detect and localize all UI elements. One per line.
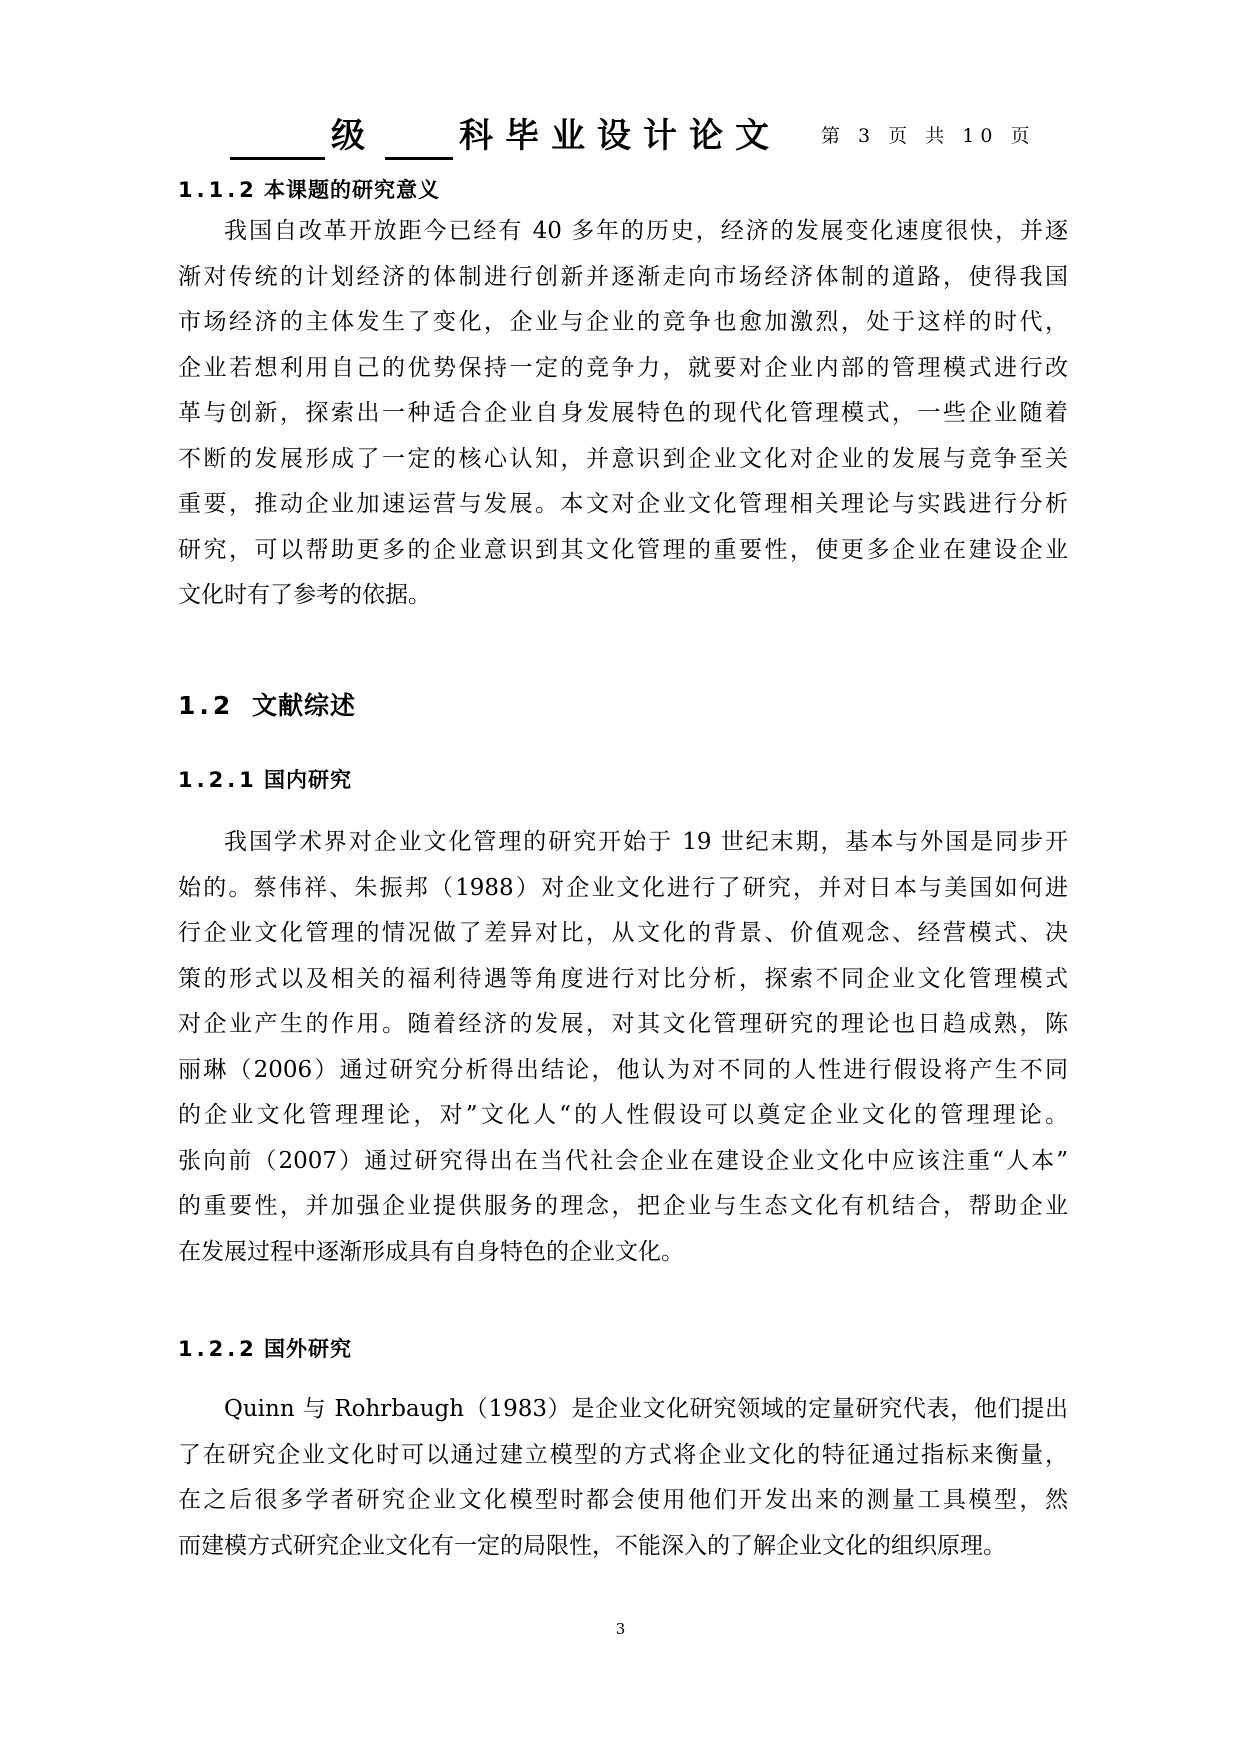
- text-line: 了在研究企业文化时可以通过建立模型的方式将企业文化的特征通过指标来衡量，: [178, 1441, 1068, 1468]
- text-line: 的重要性，并加强企业提供服务的理念，把企业与生态文化有机结合，帮助企业: [178, 1193, 1068, 1219]
- text-line: 张向前（2007）通过研究得出在当代社会企业在建设企业文化中应该注重“人本”: [178, 1147, 1068, 1174]
- text-line: 企业若想利用自己的优势保持一定的竞争力，就要对企业内部的管理模式进行改: [178, 354, 1068, 381]
- section-number: 1.2: [178, 691, 235, 720]
- section-heading-1-2-1: [178, 764, 352, 794]
- text-line: 革与创新，探索出一种适合企业自身发展特色的现代化管理模式，一些企业随着: [178, 400, 1068, 426]
- text-line: 而建模方式研究企业文化有一定的局限性，不能深入的了解企业文化的组织原理。: [178, 1532, 1006, 1559]
- thesis-title: 科毕业设计论文: [459, 116, 781, 156]
- paragraph-domestic-research: [178, 820, 1068, 1275]
- section-heading-1-2-2: [178, 1333, 352, 1363]
- text-line: 行企业文化管理的情况做了差异对比，从文化的背景、价值观念、经营模式、决: [178, 920, 1068, 946]
- text-line: 渐对传统的计划经济的体制进行创新并逐渐走向市场经济体制的道路，使得我国: [178, 263, 1068, 290]
- section-number: 1.1.2: [178, 178, 258, 202]
- text-line: 重要，推动企业加速运营与发展。本文对企业文化管理相关理论与实践进行分析: [178, 491, 1068, 517]
- page-header: [230, 100, 1035, 160]
- grade-label: 级: [331, 116, 377, 156]
- text-line: 研究，可以帮助更多的企业意识到其文化管理的重要性，使更多企业在建设企业: [178, 536, 1068, 563]
- text-line: 不断的发展形成了一定的核心认知，并意识到企业文化对企业的发展与竞争至关: [178, 445, 1068, 472]
- text-line: 在发展过程中逐渐形成具有自身特色的企业文化。: [178, 1238, 684, 1265]
- text-line: 始的。蔡伟祥、朱振邦（1988）对企业文化进行了研究，并对日本与美国如何进: [178, 874, 1068, 901]
- section-number: 1.2.1: [178, 768, 258, 792]
- text-line: 我国学术界对企业文化管理的研究开始于 19 世纪末期，基本与外国是同步开: [224, 829, 1068, 855]
- paragraph-research-significance: [178, 209, 1068, 619]
- section-heading-1-2: [178, 686, 356, 722]
- text-line: 对企业产生的作用。随着经济的发展，对其文化管理研究的理论也日趋成熟，陈: [178, 1011, 1068, 1037]
- text-line: 市场经济的主体发生了变化，企业与企业的竞争也愈加激烈，处于这样的时代，: [178, 309, 1068, 335]
- page-info: 第 3 页 共 10 页: [821, 125, 1036, 147]
- section-number: 1.2.2: [178, 1337, 258, 1361]
- text-line: 的企业文化管理理论，对”文化人“的人性假设可以奠定企业文化的管理理论。: [178, 1102, 1068, 1128]
- section-title: 文献综述: [252, 691, 357, 720]
- section-title: 国外研究: [264, 1337, 352, 1361]
- section-heading-1-1-2: [178, 174, 440, 204]
- section-title: 国内研究: [264, 768, 352, 792]
- section-title: 本课题的研究意义: [264, 178, 440, 202]
- text-line: 策的形式以及相关的福利待遇等角度进行对比分析，探索不同企业文化管理模式: [178, 965, 1068, 992]
- text-line: 我国自改革开放距今已经有 40 多年的历史，经济的发展变化速度很快，并逐: [224, 218, 1068, 244]
- text-line: 文化时有了参考的依据。: [178, 582, 431, 608]
- text-line: Quinn 与 Rohrbaugh（1983）是企业文化研究领域的定量研究代表，他们提出: [224, 1396, 1068, 1422]
- grade-blank-line: [230, 115, 325, 160]
- major-blank-line: [385, 115, 453, 160]
- text-line: 丽琳（2006）通过研究分析得出结论，他认为对不同的人性进行假设将产生不同: [178, 1056, 1068, 1083]
- paragraph-foreign-research: [178, 1387, 1068, 1569]
- text-line: 在之后很多学者研究企业文化模型时都会使用他们开发出来的测量工具模型，然: [178, 1487, 1068, 1513]
- footer-page-number: 3: [615, 1620, 626, 1638]
